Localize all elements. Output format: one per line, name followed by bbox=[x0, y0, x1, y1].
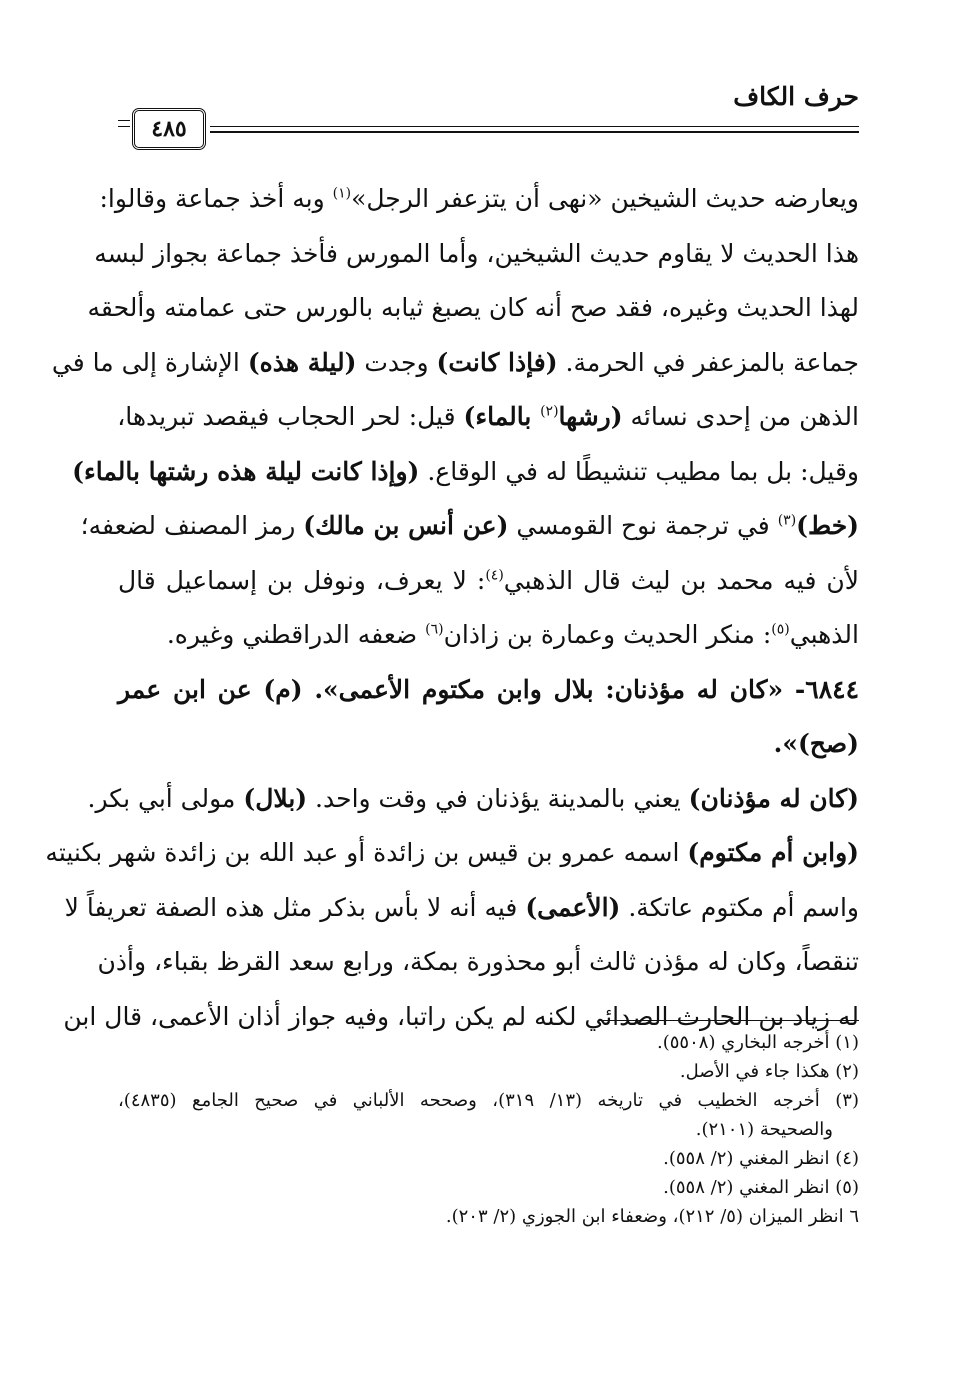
text-line bbox=[97, 935, 859, 990]
bold-phrase: (الأعمى) bbox=[525, 892, 621, 922]
footnote-item: (٣) أخرجه الخطيب في تاريخه (١٣/ ٣١٩)، وصححه الألباني في صحيح الجامع (٤٨٣٥)، bbox=[118, 1090, 859, 1111]
text-line bbox=[94, 227, 859, 282]
footnote-reference: (٦) bbox=[425, 621, 444, 638]
text-line bbox=[45, 826, 859, 881]
text-line bbox=[118, 608, 859, 663]
footnote-reference: (٥) bbox=[771, 621, 790, 638]
text-segment: لهذا الحديث وغيره، فقد صح أنه كان يصبغ ثيابه بالورس حتى عمامته وألحقه bbox=[87, 293, 859, 322]
text-line bbox=[118, 390, 859, 445]
text-segment: له زياد بن الحارث الصدائي لكنه لم يكن راتبا، وفيه جواز أذان الأعمى، قال ابن bbox=[63, 1001, 859, 1031]
text-segment: ويعارضه حديث الشيخين «نهى أن يتزعفر الرجل» bbox=[351, 184, 859, 213]
footnote-item: (٢) هكذا جاء في الأصل. bbox=[679, 1061, 859, 1082]
text-segment: جماعة بالمزعفر في الحرمة. bbox=[557, 347, 859, 377]
footnotes bbox=[118, 1028, 859, 1231]
text-line bbox=[118, 717, 859, 772]
text-segment: اسمه عمرو بن قيس بن زائدة أو عبد الله بن زائدة شهر بكنيته bbox=[45, 838, 688, 867]
bold-phrase: ٦٨٤٤- «كان له مؤذنان: بلال وابن مكتوم الأعمى». (م) عن ابن عمر bbox=[118, 674, 859, 704]
bold-phrase: (ليلة هذه) bbox=[247, 347, 357, 377]
text-segment: هذا الحديث لا يقاوم حديث الشيخين، وأما المورس فأخذ جماعة بجواز لبسه bbox=[94, 238, 859, 268]
text-segment: الذهبي bbox=[789, 620, 859, 649]
main-text bbox=[45, 172, 859, 1044]
text-segment: لأن فيه محمد بن ليث قال الذهبي bbox=[503, 565, 859, 595]
text-line bbox=[51, 336, 859, 391]
text-segment: الذهن من إحدى نسائه bbox=[622, 402, 859, 431]
text-segment: ضعفه الدراقطني وغيره. bbox=[166, 620, 426, 649]
bold-phrase: (فإذا كانت) bbox=[436, 347, 558, 377]
bold-phrase: (صح)». bbox=[773, 729, 859, 758]
bold-phrase: (كان له مؤذنان) bbox=[688, 783, 859, 813]
page-number: ٤٨٥ bbox=[132, 108, 206, 150]
text-line bbox=[87, 772, 859, 827]
text-segment: قيل: لحر الحجاب فيقصد تبريدها، bbox=[117, 402, 464, 431]
footnote-item: (٤) انظر المغني (٢/ ٥٥٨). bbox=[663, 1148, 859, 1169]
text-segment: وجدت bbox=[356, 347, 437, 377]
text-segment: تنقصاً، وكان له مؤذن ثالث أبو محذورة بمكة، ورابع سعد القرظ بقباء، وأذن bbox=[97, 947, 859, 976]
text-line bbox=[118, 554, 859, 609]
text-segment: : لا يعرف، ونوفل بن إسماعيل قال bbox=[118, 565, 486, 595]
text-segment: في ترجمة نوح القومسي bbox=[508, 511, 778, 540]
bold-phrase: (خط) bbox=[796, 511, 859, 540]
text-segment: الإشارة إلى ما في bbox=[51, 347, 248, 377]
bold-phrase: (بلال) bbox=[243, 783, 308, 813]
bold-phrase: (رشها bbox=[558, 402, 623, 431]
bold-phrase: بالماء) bbox=[463, 402, 541, 431]
bold-phrase: (وابن أم مكتوم) bbox=[687, 838, 859, 867]
page-header bbox=[118, 82, 859, 152]
text-line bbox=[118, 663, 859, 718]
text-segment: يعني بالمدينة يؤذنان في وقت واحد. bbox=[307, 783, 689, 813]
text-segment: واسم أم مكتوم عاتكة. bbox=[620, 892, 859, 922]
footnote-reference: (١) bbox=[332, 185, 352, 202]
footnote-reference: (٣) bbox=[777, 512, 797, 529]
text-segment: وبه أخذ جماعة وقالوا: bbox=[99, 184, 333, 213]
footnote-reference: (٢) bbox=[540, 403, 559, 420]
bold-phrase: (عن أنس بن مالك) bbox=[303, 511, 509, 540]
text-segment: وقيل: بل بما مطيب تنشيطًا له في الوقاع. bbox=[419, 456, 859, 486]
text-line bbox=[72, 445, 859, 500]
header-double-rule bbox=[210, 126, 859, 133]
text-segment: : منكر الحديث وعمارة بن زاذان bbox=[443, 620, 772, 649]
chapter-title: حرف الكاف bbox=[733, 82, 859, 111]
footnote-reference: (٤) bbox=[485, 567, 504, 584]
text-line bbox=[87, 281, 859, 336]
footnote-separator bbox=[603, 1020, 859, 1021]
text-segment: فيه أنه لا بأس بذكر مثل هذه الصفة تعريفاً لا bbox=[64, 892, 526, 922]
bold-phrase: (وإذا كانت ليلة هذه رشتها بالماء) bbox=[72, 456, 420, 486]
text-line bbox=[80, 499, 859, 554]
footnote-item: ٦ انظر الميزان (٥/ ٢١٢)، وضعفاء ابن الجوزي (٢/ ٢٠٣). bbox=[445, 1206, 859, 1227]
text-line bbox=[99, 172, 859, 227]
text-line bbox=[64, 881, 859, 936]
text-segment: رمز المصنف لضعفه؛ bbox=[80, 511, 304, 540]
footnote-item: (٥) انظر المغني (٢/ ٥٥٨). bbox=[663, 1177, 859, 1198]
header-rule-end-ornament bbox=[118, 120, 130, 127]
text-segment: مولى أبي بكر. bbox=[87, 783, 244, 813]
footnote-item: (١) أخرجه البخاري (٥٥٠٨). bbox=[657, 1032, 859, 1053]
footnote-item: والصحيحة (٢١٠١). bbox=[695, 1119, 833, 1140]
